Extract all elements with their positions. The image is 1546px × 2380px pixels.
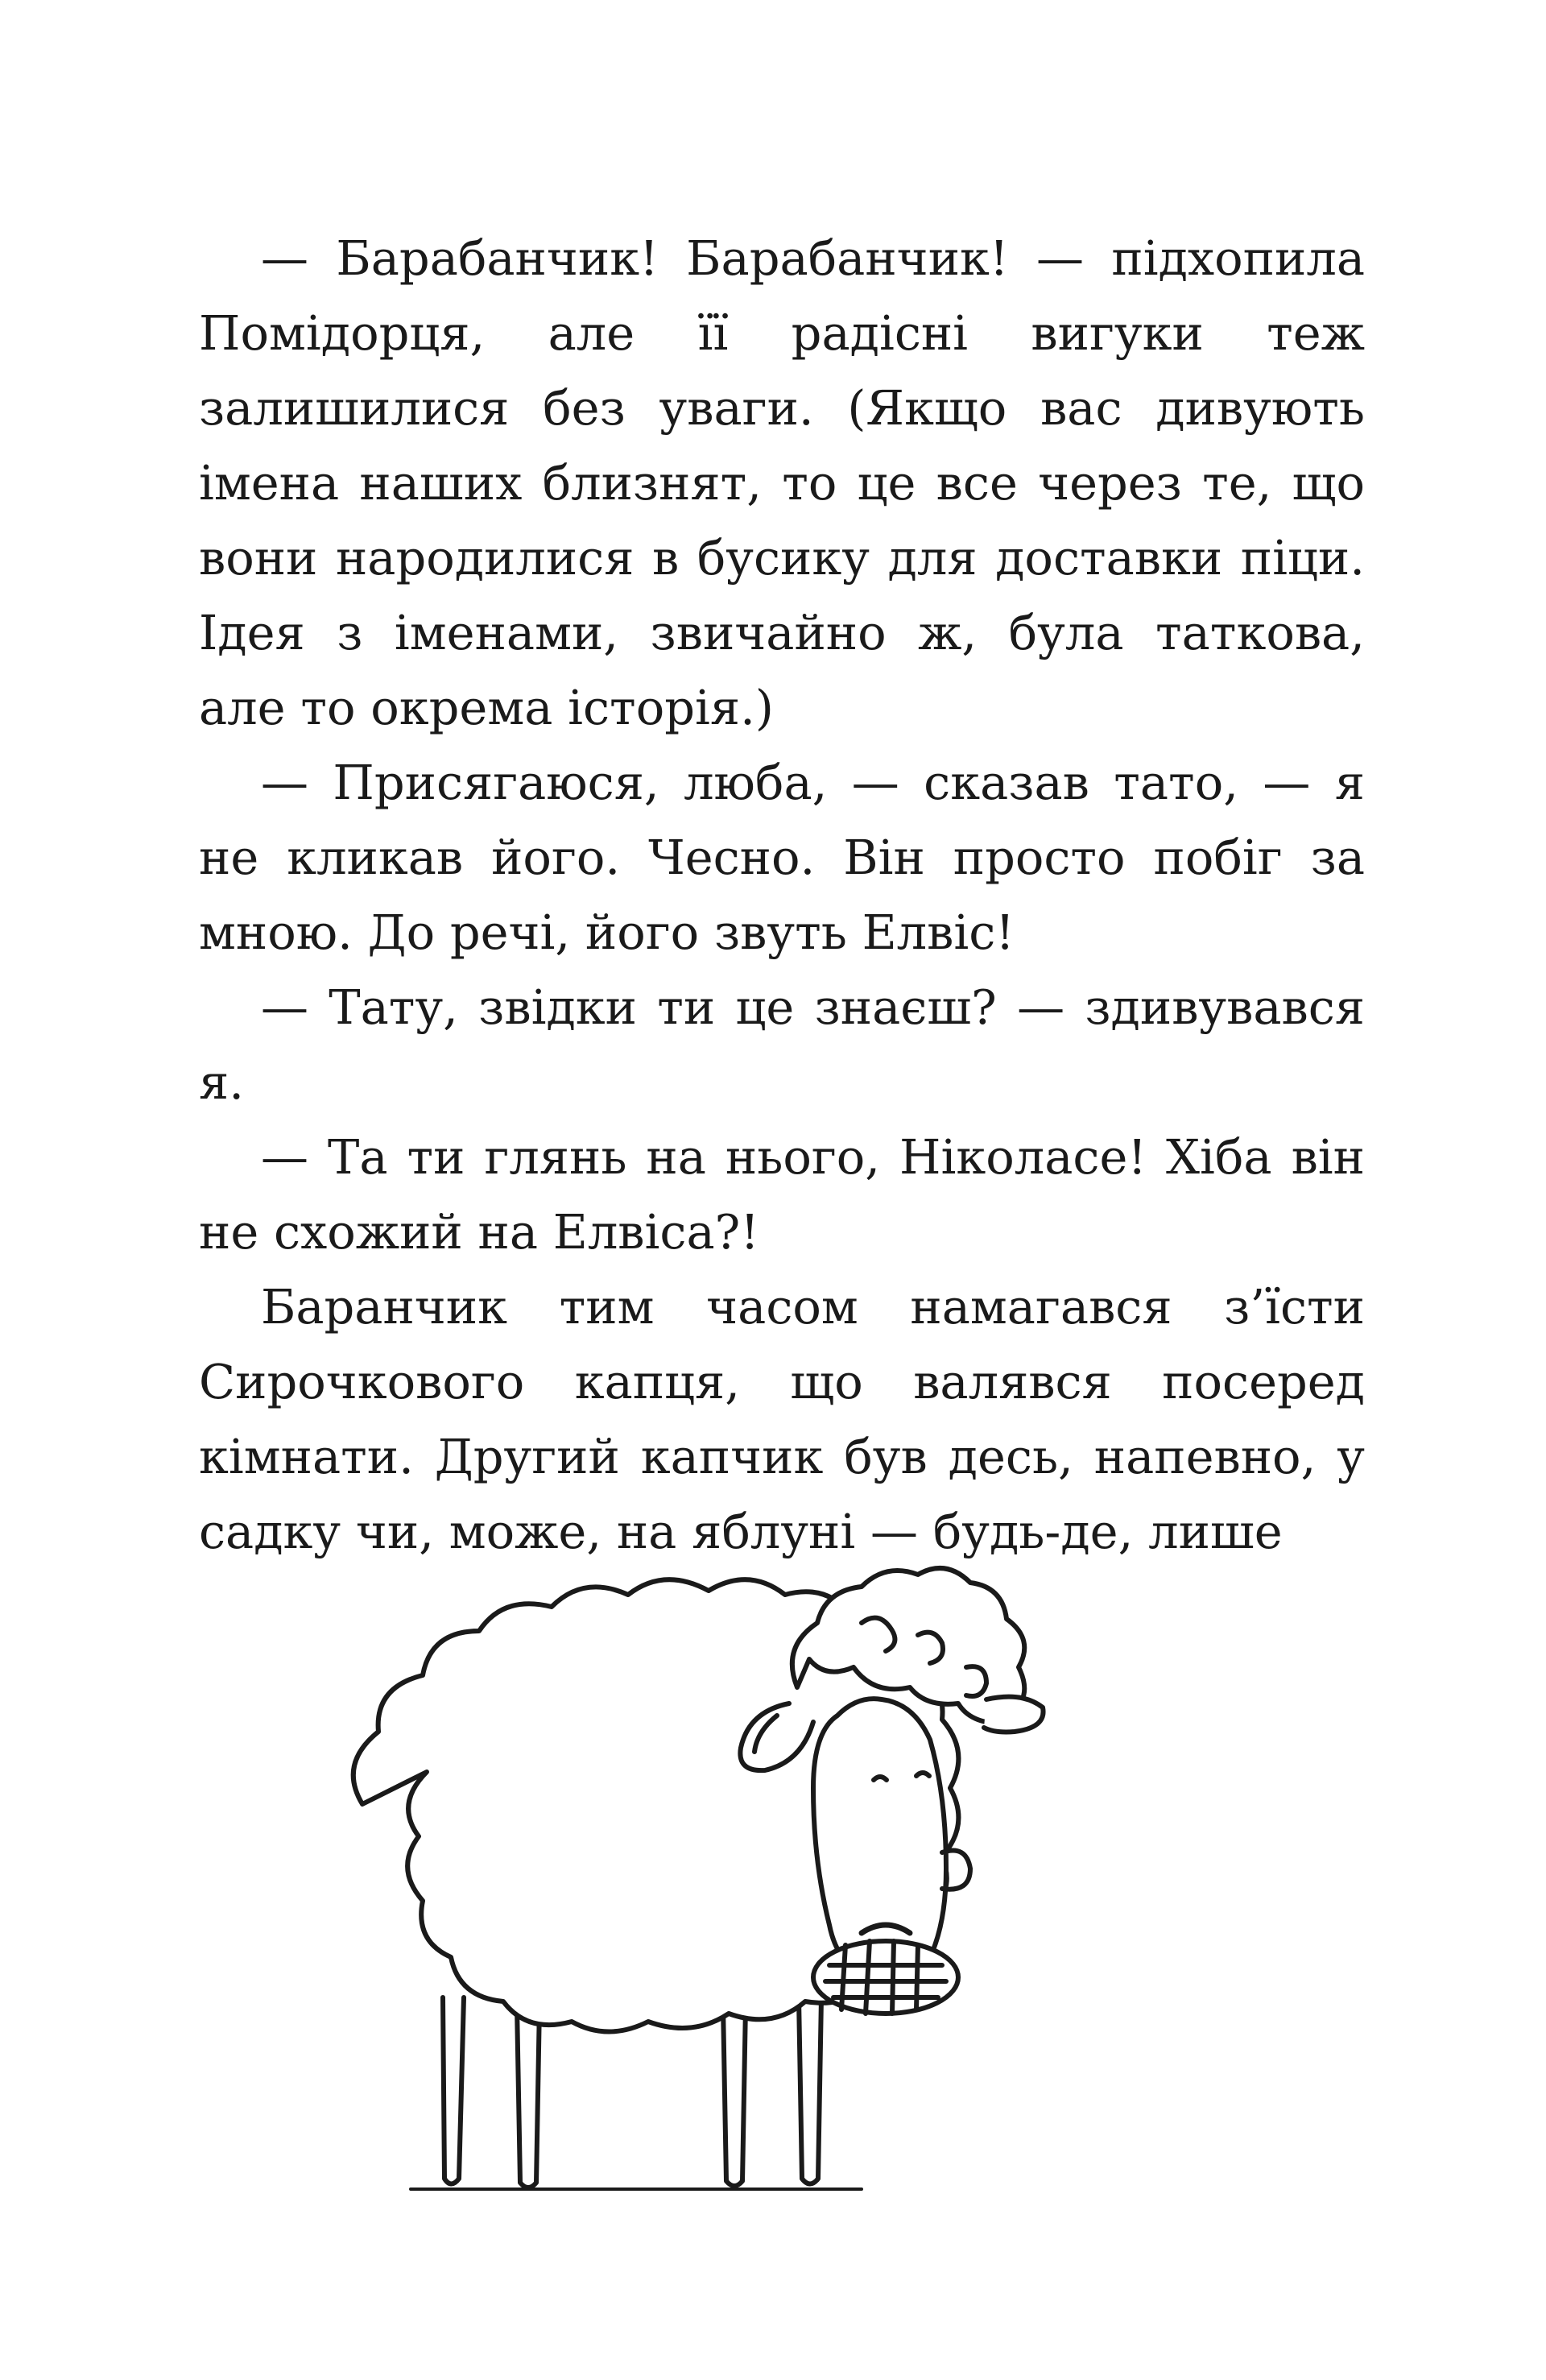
paragraph-1: — Барабанчик! Барабанчик! — підхопила Помідорця, але її радісні вигуки теж залишилися без уваги. (Якщо вас дивують імена наших близнят, то це все через те, що вони народилися в бусику для доставки піци. Ідея з іменами, звичайно ж, була таткова, але то окрема історія.) (199, 230, 1365, 735)
slipper (813, 1941, 958, 2014)
sheep-with-slipper-icon (306, 1514, 1256, 2207)
paragraph-3: — Тату, звідки ти це знаєш? — здивувався я. (199, 979, 1365, 1110)
paragraph-4: — Та ти глянь на нього, Ніколасе! Хіба він не схожий на Елвіса?! (199, 1129, 1365, 1260)
sheep-leg-4 (799, 1997, 821, 2184)
paragraph-5: Баранчик тим часом намагався з’їсти Сирочкового капця, що валявся посеред кімнати. Другий капчик був десь, напевно, у садку чи, може, на яблуні — будь-де, лише (199, 1279, 1365, 1559)
sheep-leg-3 (723, 2005, 746, 2186)
sheep-leg-1 (443, 1997, 464, 2184)
sheep-leg-2 (517, 2005, 539, 2188)
paragraph-2: — Присягаюся, люба, — сказав тато, — я не кликав його. Чесно. Він просто побіг за мною. До речі, його звуть Елвіс! (199, 755, 1365, 960)
sheep-ear-right (984, 1697, 1044, 1732)
sheep-illustration (306, 1514, 1256, 2207)
body-text (199, 221, 1365, 1569)
